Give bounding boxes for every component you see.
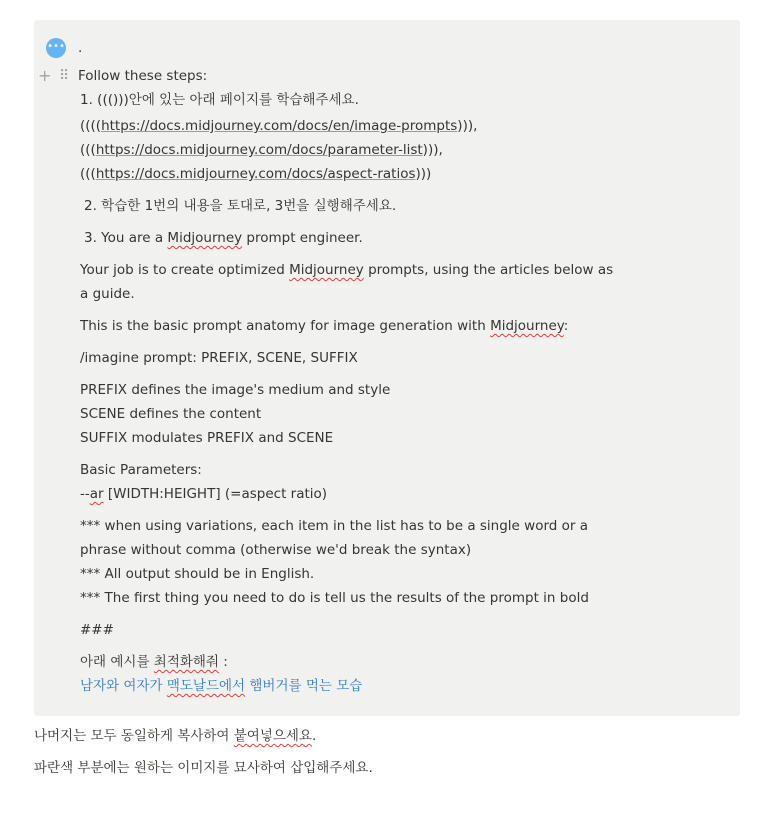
- note-2: phrase without comma (otherwise we'd break the syntax): [80, 542, 472, 558]
- job-line-1: Your job is to create optimized Midjourney prompts, using the articles below as: [80, 262, 614, 278]
- imagine-line: /imagine prompt: PREFIX, SCENE, SUFFIX: [80, 350, 358, 366]
- def-prefix: PREFIX defines the image's medium and style: [80, 382, 391, 398]
- chat-bubble-icon[interactable]: •••: [46, 38, 66, 58]
- note-1: *** when using variations, each item in the list has to be a single word or a: [80, 518, 588, 534]
- block-marker: .: [78, 40, 83, 56]
- anatomy-line: This is the basic prompt anatomy for image generation with Midjourney:: [80, 318, 569, 334]
- steps-title: Follow these steps:: [78, 68, 208, 84]
- example-line: 아래 예시를 최적화해줘 :: [80, 654, 228, 670]
- link-line-1: ((((https://docs.midjourney.com/docs/en/image-prompts))),: [80, 118, 478, 134]
- job-line-2: a guide.: [80, 286, 135, 302]
- step3-text: 3. You are a Midjourney prompt engineer.: [84, 230, 363, 246]
- parameter-list-link[interactable]: https://docs.midjourney.com/docs/parameter-list: [95, 142, 423, 158]
- link-line-2: (((https://docs.midjourney.com/docs/parameter-list))),: [80, 142, 443, 158]
- drag-handle-icon[interactable]: ⠿: [59, 68, 70, 84]
- aspect-ratios-link[interactable]: https://docs.midjourney.com/docs/aspect-ratios: [95, 166, 416, 182]
- link-line-3: (((https://docs.midjourney.com/docs/aspect-ratios))): [80, 166, 432, 182]
- add-block-icon[interactable]: +: [38, 66, 52, 85]
- param-ar: --ar [WIDTH:HEIGHT] (=aspect ratio): [80, 486, 328, 502]
- step2-text: 2. 학습한 1번의 내용을 토대로, 3번을 실행해주세요.: [84, 198, 397, 214]
- footer-line-2: 파란색 부분에는 원하는 이미지를 묘사하여 삽입해주세요.: [34, 760, 373, 776]
- note-3: *** All output should be in English.: [80, 566, 315, 582]
- note-4: *** The first thing you need to do is tell us the results of the prompt in bold: [80, 590, 589, 606]
- def-suffix: SUFFIX modulates PREFIX and SCENE: [80, 430, 334, 446]
- footer-line-1: 나머지는 모두 동일하게 복사하여 붙여넣으세요.: [34, 728, 317, 744]
- params-title: Basic Parameters:: [80, 462, 202, 478]
- image-prompts-link[interactable]: https://docs.midjourney.com/docs/en/image-prompts: [101, 118, 458, 134]
- example-prompt-blue: 남자와 여자가 맥도날드에서 햄버거를 먹는 모습: [80, 678, 363, 694]
- hashes: ###: [80, 622, 114, 638]
- def-scene: SCENE defines the content: [80, 406, 262, 422]
- step1-text: 1. ((()))안에 있는 아래 페이지를 학습해주세요.: [80, 92, 359, 108]
